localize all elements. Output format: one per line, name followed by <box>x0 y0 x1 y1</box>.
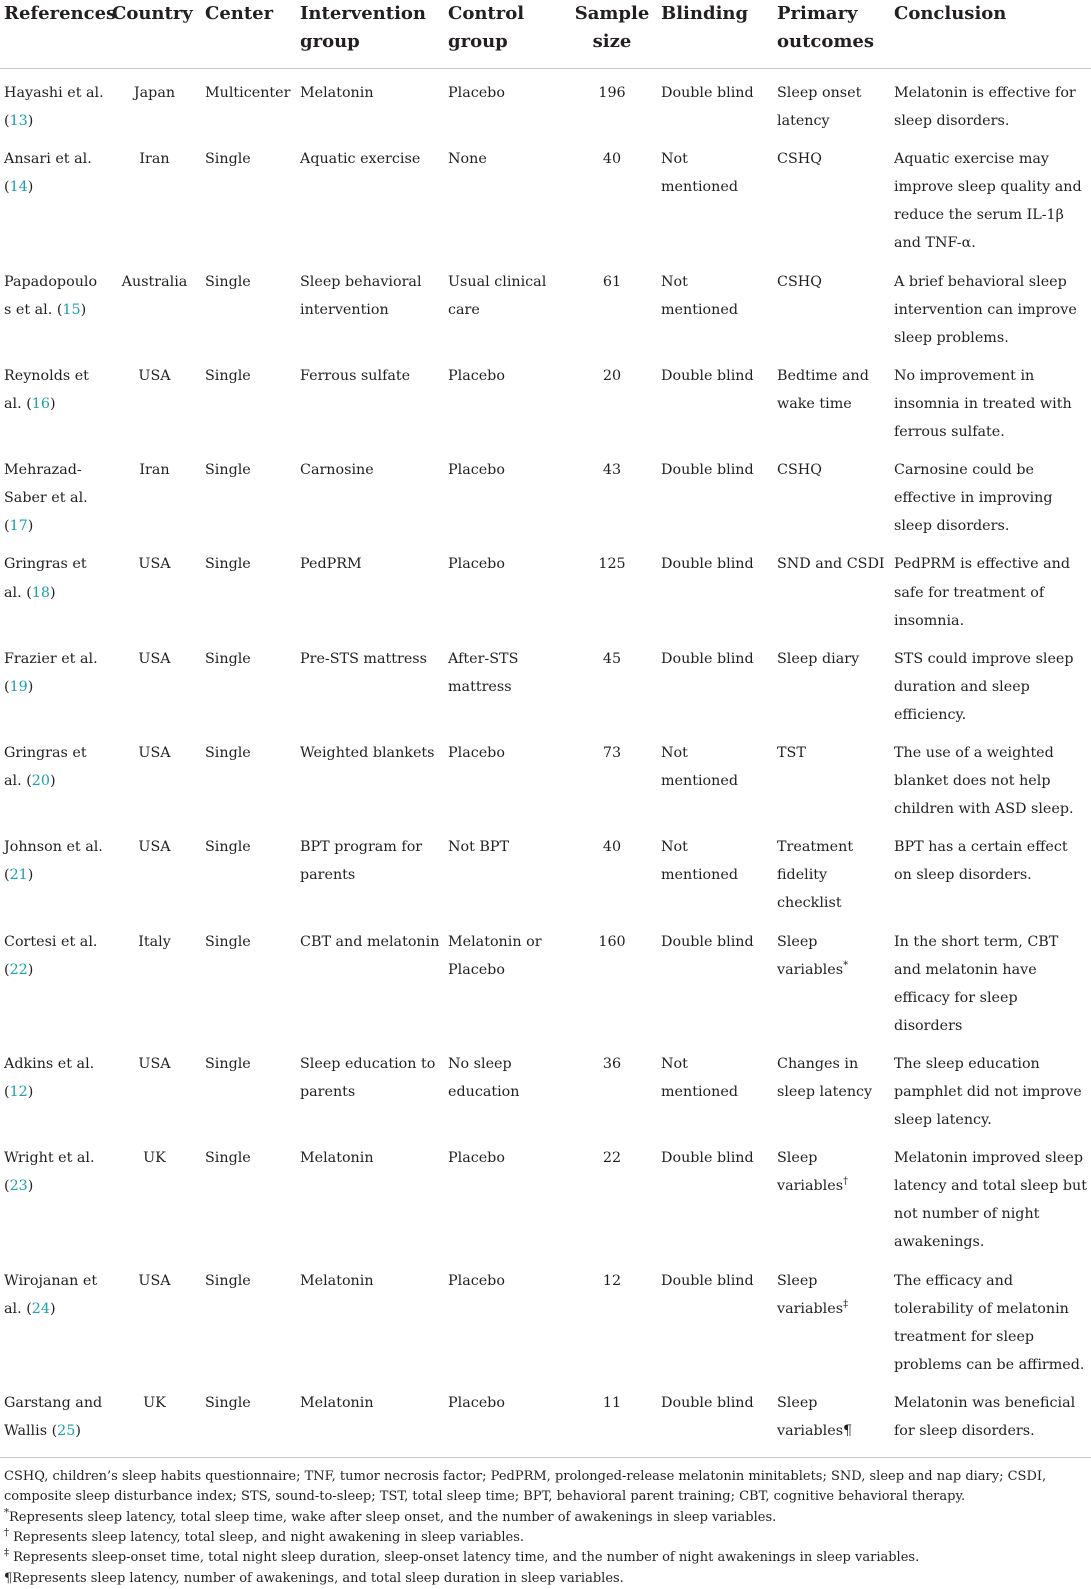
control-cell: Placebo <box>448 744 505 761</box>
control-cell: Placebo <box>448 367 505 384</box>
blinding-cell: Double blind <box>661 556 754 573</box>
header-country: Country <box>108 0 201 69</box>
country-cell: USA <box>138 839 171 856</box>
sample-size-cell: 196 <box>598 85 626 101</box>
reference-cell: Wright et al. (23) <box>4 1150 95 1195</box>
blinding-cell: Double blind <box>661 462 754 479</box>
reference-name: Gringras et al. <box>4 744 87 790</box>
conclusion-cell: The efficacy and tolerability of melatonin treatment for sleep problems can be affirmed. <box>894 1272 1085 1373</box>
citation-link[interactable]: 17 <box>9 518 28 535</box>
reference-cell: Cortesi et al. (22) <box>4 933 98 978</box>
control-cell: Placebo <box>448 1150 505 1167</box>
citation-link[interactable]: 18 <box>31 584 50 601</box>
conclusion-cell: The sleep education pamphlet did not improve sleep latency. <box>894 1055 1082 1129</box>
primary-outcome-cell <box>773 823 890 917</box>
footnote-mark: * <box>843 959 849 971</box>
center-cell: Single <box>205 151 251 168</box>
country-cell: USA <box>138 1055 171 1072</box>
outcome-text: Sleep variables <box>777 1272 844 1317</box>
primary-outcome-cell <box>773 729 890 823</box>
intervention-cell: PedPRM <box>300 556 362 573</box>
control-cell: Placebo <box>448 556 505 573</box>
reference-cell: Gringras et al. (18) <box>4 556 87 601</box>
primary-outcome-cell <box>773 135 890 257</box>
header-conclusion: Conclusion <box>890 0 1091 69</box>
country-cell: Australia <box>121 273 188 290</box>
table-row <box>0 540 1091 634</box>
intervention-cell: BPT program for parents <box>300 839 423 884</box>
intervention-cell: Melatonin <box>300 1272 374 1289</box>
table-row <box>0 69 1091 136</box>
footnote-mark: † <box>843 1176 849 1188</box>
conclusion-cell: No improvement in insomnia in treated with ferrous sulfate. <box>894 367 1072 441</box>
outcome-text: Changes in sleep latency <box>777 1055 873 1100</box>
outcome-text: CSHQ <box>777 273 822 290</box>
conclusion-cell: The use of a weighted blanket does not help children with ASD sleep. <box>894 744 1074 818</box>
blinding-cell: Not mentioned <box>661 151 738 196</box>
intervention-cell: Carnosine <box>300 462 374 479</box>
reference-name: Wright et al. <box>4 1150 95 1167</box>
header-center: Center <box>201 0 296 69</box>
primary-outcome-cell <box>773 1040 890 1134</box>
center-cell: Single <box>205 1272 251 1289</box>
center-cell: Single <box>205 839 251 856</box>
table-body <box>0 69 1091 1446</box>
reference-cell: Hayashi et al. (13) <box>4 85 104 130</box>
outcome-text: Bedtime and wake time <box>777 367 869 412</box>
reference-name: Reynolds et al. <box>4 367 89 412</box>
conclusion-cell: PedPRM is effective and safe for treatment of insomnia. <box>894 556 1070 629</box>
intervention-cell: Weighted blankets <box>300 744 435 761</box>
reference-name: Cortesi et al. <box>4 933 98 950</box>
table-row <box>0 1379 1091 1445</box>
table-row <box>0 1134 1091 1256</box>
conclusion-cell: A brief behavioral sleep intervention can improve sleep problems. <box>894 273 1077 346</box>
reference-cell: Mehrazad-Saber et al. (17) <box>4 462 88 535</box>
citation-link[interactable]: 21 <box>9 867 28 884</box>
reference-cell: Wirojanan et al. (24) <box>4 1272 98 1317</box>
primary-outcome-cell <box>773 1257 890 1379</box>
outcome-text: Sleep variables¶ <box>777 1394 853 1440</box>
reference-name: Garstang and Wallis <box>4 1394 103 1440</box>
header-control: Control group <box>444 0 567 69</box>
reference-name: Mehrazad-Saber et al. <box>4 462 88 507</box>
center-cell: Single <box>205 273 251 290</box>
table-row <box>0 729 1091 823</box>
blinding-cell: Double blind <box>661 650 754 667</box>
double-dagger-note: ‡ Represents sleep-onset time, total night sleep duration, sleep-onset latency time, and the number of night awakenings in sleep variables. <box>4 1547 920 1566</box>
center-cell: Single <box>205 744 251 761</box>
table-row <box>0 823 1091 917</box>
blinding-cell: Not mentioned <box>661 1055 738 1100</box>
dagger-note: † Represents sleep latency, total sleep, and night awakening in sleep variables. <box>4 1527 524 1546</box>
citation-link[interactable]: 15 <box>62 301 81 318</box>
citation-link[interactable]: 12 <box>9 1084 28 1100</box>
country-cell: USA <box>138 367 171 384</box>
conclusion-cell: In the short term, CBT and melatonin have efficacy for sleep disorders <box>894 933 1059 1034</box>
center-cell: Single <box>205 462 251 479</box>
table-row <box>0 1040 1091 1134</box>
country-cell: USA <box>138 650 171 667</box>
conclusion-cell: STS could improve sleep duration and sleep efficiency. <box>894 650 1074 723</box>
footnote-mark: ‡ <box>843 1298 849 1310</box>
reference-cell: Adkins et al. (12) <box>4 1055 95 1100</box>
center-cell: Single <box>205 650 251 667</box>
sample-size-cell: 61 <box>602 273 622 290</box>
outcome-text: TST <box>777 744 806 761</box>
conclusion-cell: Aquatic exercise may improve sleep quality and reduce the serum IL-1β and TNF-α. <box>894 151 1082 252</box>
reference-name: Gringras et al. <box>4 556 87 601</box>
blinding-cell: Not mentioned <box>661 839 738 884</box>
header-primary-outcomes: Primary outcomes <box>773 0 890 69</box>
intervention-cell: Melatonin <box>300 1394 374 1411</box>
intervention-cell: Aquatic exercise <box>300 151 421 168</box>
country-cell: Japan <box>133 85 176 101</box>
conclusion-cell: BPT has a certain effect on sleep disorders. <box>894 839 1068 884</box>
control-cell: Not BPT <box>448 839 510 856</box>
intervention-cell: Melatonin <box>300 1150 374 1167</box>
center-cell: Single <box>205 367 251 384</box>
outcome-text: CSHQ <box>777 462 822 479</box>
country-cell: Iran <box>139 462 170 479</box>
abbreviations-note: CSHQ, children’s sleep habits questionnaire; TNF, tumor necrosis factor; PedPRM, prolonged-release melatonin minitablets; SND, sleep and nap diary; CSDI, composite sleep disturbance index; STS, sound-to-sleep; TST, total sleep time; BPT, behavioral parent training; CBT, cognitive behavioral therapy. <box>4 1469 1047 1505</box>
header-intervention: Intervention group <box>296 0 444 69</box>
country-cell: UK <box>143 1394 166 1411</box>
reference-cell: Johnson et al. (21) <box>4 839 103 884</box>
sample-size-cell: 160 <box>598 933 626 950</box>
conclusion-cell: Melatonin is effective for sleep disorders. <box>894 85 1076 130</box>
citation-link[interactable]: 22 <box>9 961 28 978</box>
blinding-cell: Not mentioned <box>661 744 738 790</box>
outcome-text: SND and CSDI <box>777 556 885 573</box>
control-cell: Placebo <box>448 1272 505 1289</box>
country-cell: USA <box>138 556 171 573</box>
sample-size-cell: 40 <box>602 151 622 168</box>
country-cell: USA <box>138 744 171 761</box>
reference-name: Frazier et al. <box>4 650 98 667</box>
table-row <box>0 135 1091 257</box>
control-cell: None <box>448 151 487 168</box>
outcome-text: Sleep variables <box>777 1150 844 1195</box>
blinding-cell: Double blind <box>661 1394 754 1411</box>
table-header <box>0 0 1091 69</box>
intervention-cell: Melatonin <box>300 85 374 101</box>
reference-name: Ansari et al. <box>4 151 92 168</box>
citation-link[interactable]: 16 <box>31 395 50 412</box>
reference-cell: Reynolds et al. (16) <box>4 367 89 412</box>
reference-cell: Ansari et al. (14) <box>4 151 92 196</box>
conclusion-cell: Carnosine could be effective in improving sleep disorders. <box>894 462 1053 535</box>
header-references: References <box>0 0 108 69</box>
outcome-text: CSHQ <box>777 151 822 168</box>
blinding-cell: Double blind <box>661 1150 754 1167</box>
sample-size-cell: 12 <box>602 1272 622 1289</box>
sample-size-cell: 125 <box>598 556 626 573</box>
center-cell: Single <box>205 1055 251 1072</box>
reference-name: Wirojanan et al. <box>4 1272 98 1317</box>
citation-link[interactable]: 23 <box>9 1178 28 1195</box>
reference-cell: Papadopoulos et al. (15) <box>4 273 98 318</box>
intervention-cell: Sleep education to parents <box>300 1055 436 1100</box>
sample-size-cell: 11 <box>602 1394 622 1411</box>
table-row <box>0 352 1091 446</box>
reference-name: Adkins et al. <box>4 1055 95 1072</box>
primary-outcome-cell <box>773 446 890 540</box>
control-cell: Placebo <box>448 85 505 101</box>
blinding-cell: Double blind <box>661 85 754 101</box>
citation-link[interactable]: 24 <box>31 1300 50 1317</box>
citation-link[interactable]: 19 <box>9 678 28 695</box>
control-cell: Usual clinical care <box>448 273 547 318</box>
sample-size-cell: 36 <box>602 1055 622 1072</box>
citation-link[interactable]: 13 <box>9 113 28 130</box>
blinding-cell: Double blind <box>661 367 754 384</box>
citation-link[interactable]: 20 <box>31 773 50 790</box>
star-note: *Represents sleep latency, total sleep time, wake after sleep onset, and the number of awakenings in sleep variables. <box>4 1507 777 1525</box>
primary-outcome-cell <box>773 1379 890 1445</box>
intervention-cell: Sleep behavioral intervention <box>300 273 422 318</box>
blinding-cell: Double blind <box>661 933 754 950</box>
table-row <box>0 258 1091 352</box>
center-cell: Single <box>205 1394 251 1411</box>
primary-outcome-cell <box>773 352 890 446</box>
primary-outcome-cell <box>773 1134 890 1256</box>
header-blinding: Blinding <box>657 0 773 69</box>
primary-outcome-cell <box>773 540 890 634</box>
table-row <box>0 635 1091 729</box>
sample-size-cell: 22 <box>602 1150 622 1167</box>
intervention-cell: Pre-STS mattress <box>300 650 427 667</box>
header-sample-size: Sample size <box>567 0 657 69</box>
table-footnotes <box>0 1457 1091 1589</box>
primary-outcome-cell <box>773 635 890 729</box>
sample-size-cell: 40 <box>602 839 622 856</box>
control-cell: No sleep education <box>448 1055 520 1100</box>
center-cell: Single <box>205 1150 251 1167</box>
control-cell: Melatonin or Placebo <box>448 933 542 978</box>
outcome-text: Sleep diary <box>777 650 860 667</box>
control-cell: After-STS mattress <box>448 650 519 695</box>
sample-size-cell: 45 <box>602 650 622 667</box>
sample-size-cell: 20 <box>602 367 622 384</box>
outcome-text: Sleep variables <box>777 933 844 978</box>
conclusion-cell: Melatonin was beneficial for sleep disorders. <box>894 1394 1076 1440</box>
reference-name: Papadopoulos et al. <box>4 273 98 318</box>
outcome-text: Treatment fidelity checklist <box>777 839 854 912</box>
reference-cell: Frazier et al. (19) <box>4 650 98 695</box>
sample-size-cell: 73 <box>602 744 622 761</box>
control-cell: Placebo <box>448 462 505 479</box>
outcome-text: Sleep onset latency <box>777 85 862 130</box>
table-row <box>0 1257 1091 1379</box>
country-cell: Iran <box>139 151 170 168</box>
pilcrow-note: ¶Represents sleep latency, number of awakenings, and total sleep duration in sleep variables. <box>4 1570 624 1586</box>
intervention-cell: Ferrous sulfate <box>300 367 411 384</box>
center-cell: Multicenter <box>205 85 291 101</box>
citation-link[interactable]: 14 <box>9 179 28 196</box>
citation-link[interactable]: 25 <box>57 1423 76 1440</box>
reference-name: Hayashi et al. <box>4 85 104 101</box>
center-cell: Single <box>205 933 251 950</box>
reference-cell: Garstang and Wallis (25) <box>4 1394 103 1440</box>
table-row <box>0 918 1091 1040</box>
table-row <box>0 446 1091 540</box>
center-cell: Single <box>205 556 251 573</box>
reference-cell: Gringras et al. (20) <box>4 744 87 790</box>
control-cell: Placebo <box>448 1394 505 1411</box>
blinding-cell: Not mentioned <box>661 273 738 318</box>
intervention-cell: CBT and melatonin <box>300 933 440 950</box>
country-cell: Italy <box>138 933 171 950</box>
primary-outcome-cell <box>773 69 890 136</box>
country-cell: USA <box>138 1272 171 1289</box>
primary-outcome-cell <box>773 258 890 352</box>
primary-outcome-cell <box>773 918 890 1040</box>
conclusion-cell: Melatonin improved sleep latency and total sleep but not number of night awakenings. <box>894 1150 1087 1251</box>
sample-size-cell: 43 <box>602 462 622 479</box>
reference-name: Johnson et al. <box>4 839 103 856</box>
blinding-cell: Double blind <box>661 1272 754 1289</box>
country-cell: UK <box>143 1150 166 1167</box>
